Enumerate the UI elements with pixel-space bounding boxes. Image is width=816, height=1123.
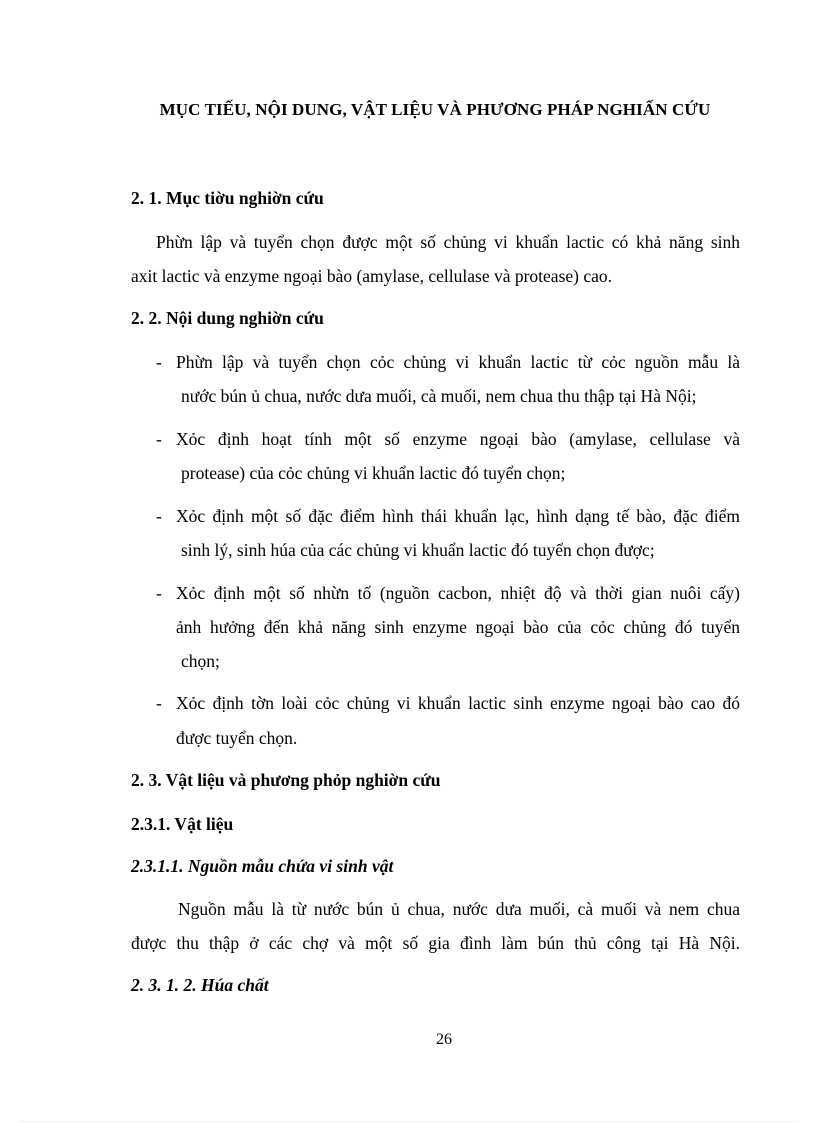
bullet-2-line-1: Xỏc định hoạt tính một số enzyme ngoại bào (amylase, cellulase và	[176, 429, 740, 449]
section-2-3-1-1-line-2: được thu thập ở các chợ và một số gia đình làm bún thủ công tại Hà Nội.	[131, 933, 740, 953]
bullet-5-line-1: Xỏc định tờn loài cỏc chủng vi khuẩn lactic sinh enzyme ngoại bào cao đó	[176, 693, 740, 713]
section-2-3-1-2-heading: 2. 3. 1. 2. Húa chất	[131, 975, 269, 995]
section-2-3-1-1-line-1: Nguồn mẫu là từ nước bún ủ chua, nước dưa muối, cà muối và nem chua	[178, 899, 740, 919]
bullet-dash: -	[156, 352, 162, 372]
page-number: 26	[436, 1031, 452, 1048]
bullet-dash: -	[156, 693, 162, 713]
section-2-2-heading: 2. 2. Nội dung nghiờn cứu	[131, 308, 324, 328]
section-2-3-heading: 2. 3. Vật liệu và phương phỏp nghiờn cứu	[131, 770, 441, 790]
bullet-1-line-1: Phừn lập và tuyển chọn cỏc chủng vi khuẩn lactic từ cỏc nguồn mẫu là	[176, 352, 740, 372]
bullet-1-line-2: nước bún ủ chua, nước dưa muối, cà muối, nem chua thu thập tại Hà Nội;	[181, 386, 697, 406]
bullet-5-line-2: được tuyển chọn.	[176, 728, 298, 748]
bullet-3-line-1: Xỏc định một số đặc điểm hình thái khuẩn lạc, hình dạng tế bào, đặc điểm	[176, 506, 740, 526]
bullet-4-line-3: chọn;	[181, 651, 220, 671]
bullet-3-line-2: sinh lý, sinh húa của các chủng vi khuẩn lactic đó tuyển chọn được;	[181, 540, 655, 560]
section-2-1-heading: 2. 1. Mục tiờu nghiờn cứu	[131, 188, 324, 208]
bullet-2-line-2: protease) của cỏc chủng vi khuẩn lactic đó tuyển chọn;	[181, 463, 566, 483]
section-2-1-line-2: axit lactic và enzyme ngoại bào (amylase, cellulase và protease) cao.	[131, 266, 613, 286]
bullet-dash: -	[156, 429, 162, 449]
section-2-3-1-1-heading: 2.3.1.1. Nguồn mẫu chứa vi sinh vật	[131, 856, 394, 876]
bullet-dash: -	[156, 583, 162, 603]
bullet-4-line-2: ảnh hưởng đến khả năng sinh enzyme ngoại bào của cỏc chủng đó tuyển	[176, 617, 740, 637]
bullet-4-line-1: Xỏc định một số nhừn tố (nguồn cacbon, nhiệt độ và thời gian nuôi cấy)	[176, 583, 740, 603]
section-2-3-1-heading: 2.3.1. Vật liệu	[131, 814, 234, 834]
bullet-dash: -	[156, 506, 162, 526]
chapter-title: MỤC TIẾU, NỘI DUNG, VẬT LIỆU VÀ PHƯƠNG PHÁP NGHIẤN CỨU	[159, 100, 711, 119]
page-bottom-divider	[20, 1121, 796, 1122]
section-2-1-line-1: Phừn lập và tuyển chọn được một số chủng vi khuẩn lactic có khả năng sinh	[156, 232, 740, 252]
